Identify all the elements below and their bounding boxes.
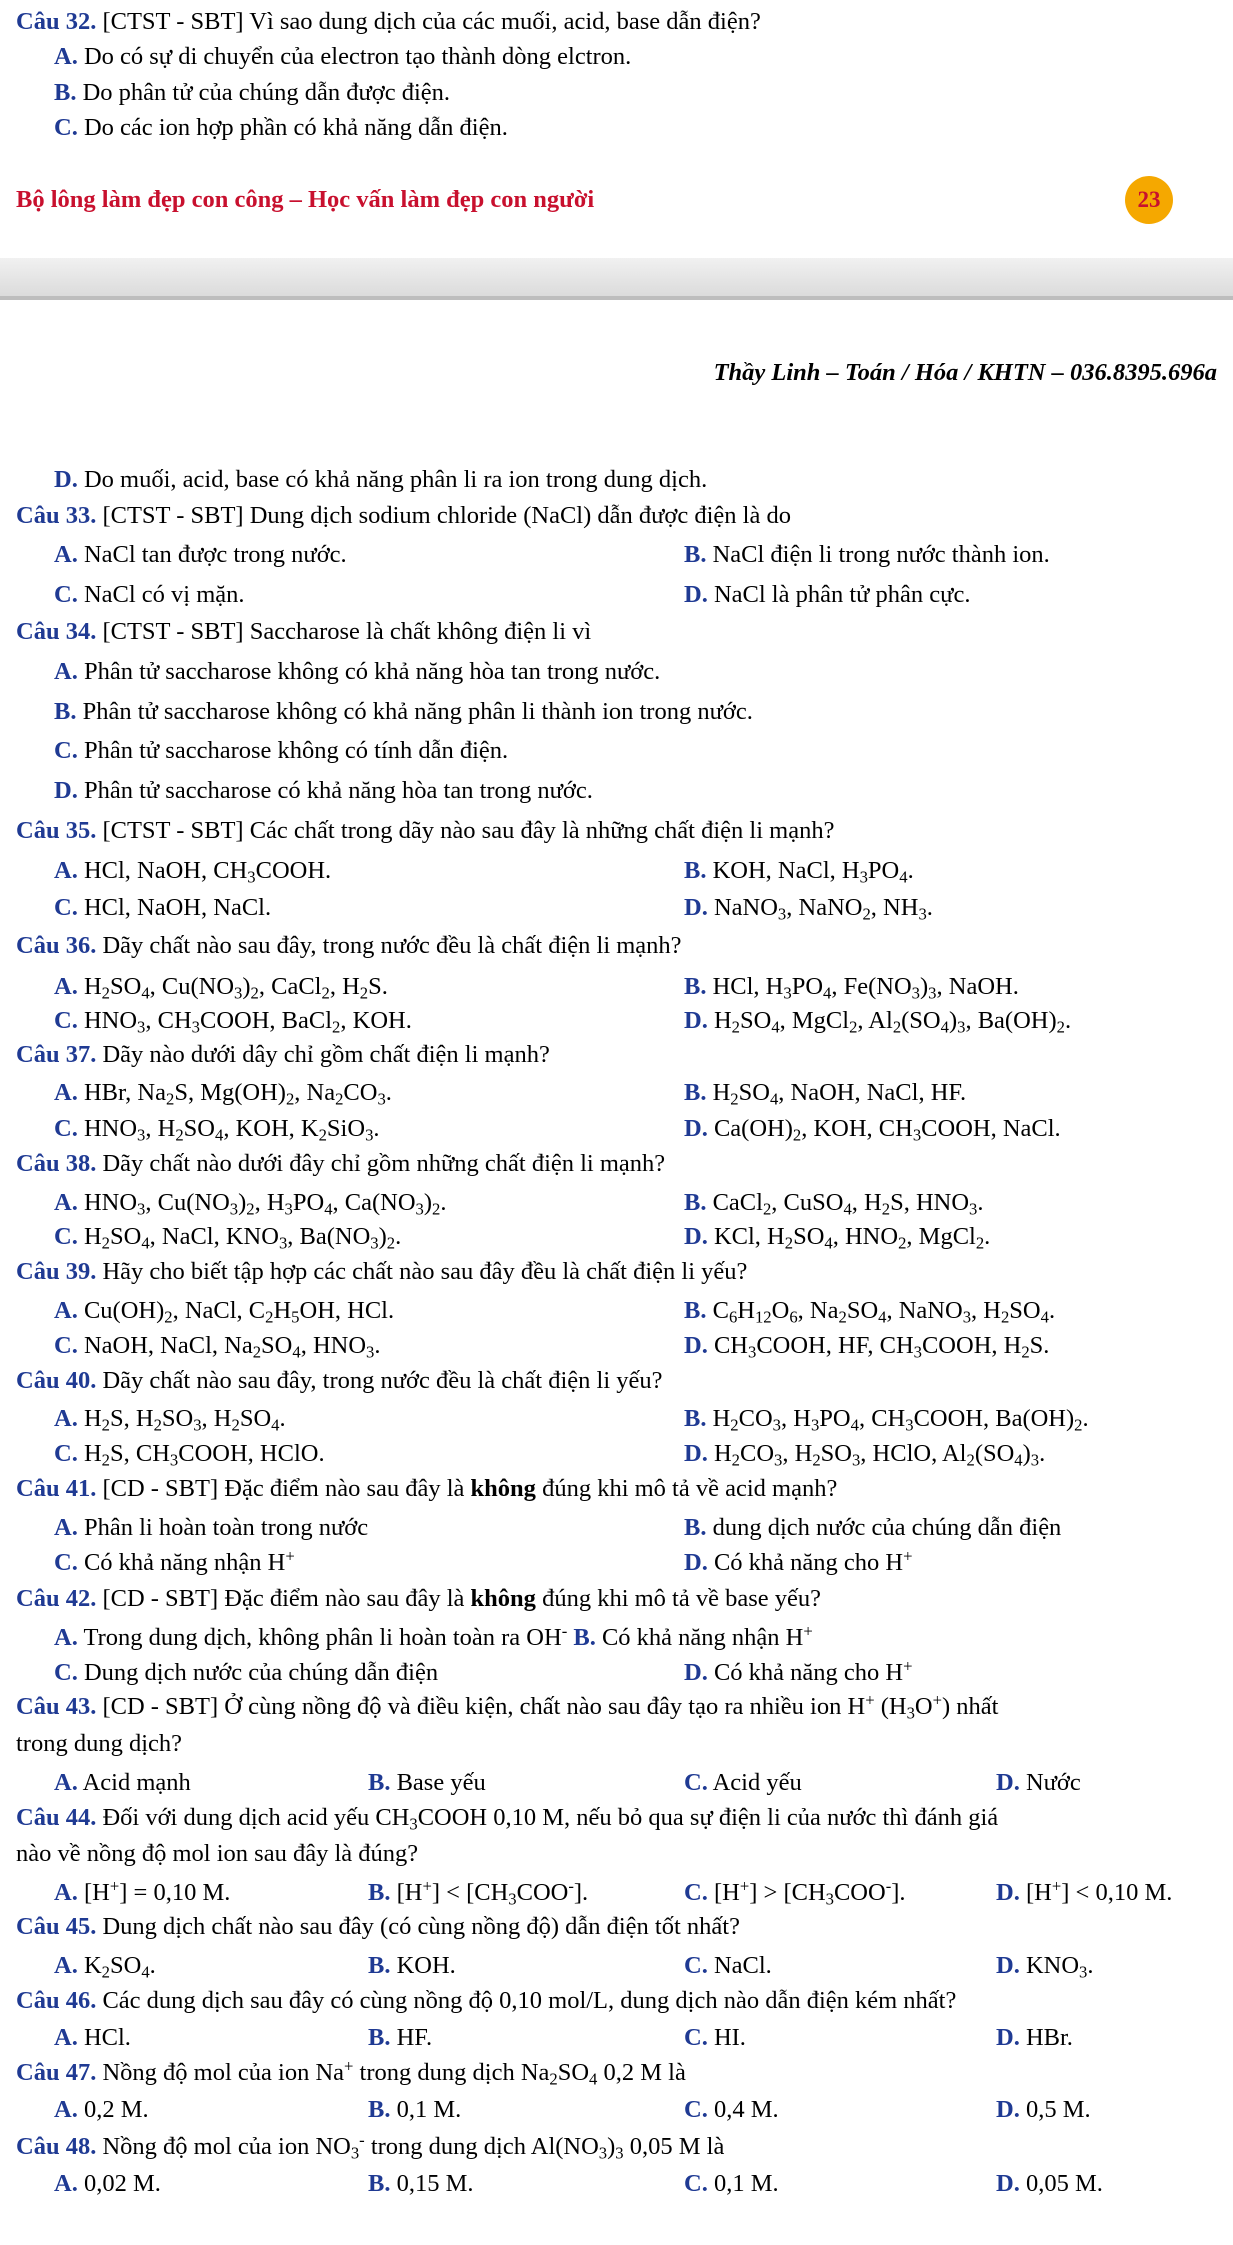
option-a: A. Do có sự di chuyển của electron tạo thành dòng elctron. bbox=[54, 43, 632, 70]
question-37: Câu 37. Dãy nào dưới dây chỉ gồm chất điện li mạnh? bbox=[16, 1041, 550, 1068]
question-43: Câu 43. [CD - SBT] Ở cùng nồng độ và điều kiện, chất nào sau đây tạo ra nhiều ion H+ $(H_3O^+)$ nhất bbox=[16, 1690, 999, 1723]
options-row: A. $H_2S$, $H_2SO_3$, $H_2SO_4$. B. $H_2CO_3$, $H_3PO_4$, $CH_3COOH$, $Ba(OH)_2$. bbox=[54, 1405, 1089, 1435]
option-d: D. Do muối, acid, base có khả năng phân li ra ion trong dung dịch. bbox=[54, 466, 708, 493]
options-row: C. $HNO_3$, $CH_3COOH$, BaCl$_2$, KOH. D. $H_2SO_4$, MgCl$_2$, $Al_2(SO_4)_3$, $Ba(OH)_2$. bbox=[54, 1007, 1072, 1037]
page-gap bbox=[0, 258, 1233, 298]
options-row: A. HBr, $Na_2S$, $Mg(OH)_2$, $Na_2CO_3$. B. $H_2SO_4$, NaOH, NaCl, HF. bbox=[54, 1079, 967, 1109]
options-row: A. Phân li hoàn toàn trong nước B. dung dịch nước của chúng dẫn điện bbox=[54, 1514, 1062, 1541]
options-row: A. [H+] = 0,10 M. B. $[H^+] < [CH_3COO^-]$. C. $[H^+] > [CH_3COO^-]$. D. [H+] < 0,10 M. bbox=[54, 1876, 1173, 1909]
question-45: Câu 45. Dung dịch chất nào sau đây (có cùng nồng độ) dẫn điện tốt nhất? bbox=[16, 1913, 740, 1940]
options-row: C. $H_2SO_4$, NaCl, $KNO_3$, $Ba(NO_3)_2$. D. KCl, $H_2SO_4$, $HNO_2$, MgCl$_2$. bbox=[54, 1223, 991, 1253]
question-34: Câu 34. [CTST - SBT] Saccharose là chất không điện li vì bbox=[16, 618, 592, 645]
question-36: Câu 36. Dãy chất nào sau đây, trong nước đều là chất điện li mạnh? bbox=[16, 932, 682, 959]
question-35: Câu 35. [CTST - SBT] Các chất trong dãy nào sau đây là những chất điện li mạnh? bbox=[16, 817, 835, 844]
question-43-cont: trong dung dịch? bbox=[16, 1730, 183, 1757]
page-number-badge: 23 bbox=[1125, 176, 1173, 224]
question-41: Câu 41. [CD - SBT] Đặc điểm nào sau đây là không đúng khi mô tả về acid mạnh? bbox=[16, 1475, 838, 1502]
options-row: C. HCl, NaOH, NaCl. D. NaNO$_3$, NaNO$_2$, $NH_3$. bbox=[54, 894, 933, 924]
question-44-cont: nào về nồng độ mol ion sau đây là đúng? bbox=[16, 1840, 419, 1867]
question-46: Câu 46. Các dung dịch sau đây có cùng nồng độ 0,10 mol/L, dung dịch nào dẫn điện kém nhất? bbox=[16, 1987, 957, 2014]
question-38: Câu 38. Dãy chất nào dưới đây chỉ gồm những chất điện li mạnh? bbox=[16, 1150, 666, 1177]
options-row: A. $H_2SO_4$, $Cu(NO_3)_2$, CaCl$_2$, $H_2S$. B. HCl, $H_3PO_4$, $Fe(NO_3)_3$, NaOH. bbox=[54, 973, 1019, 1003]
options-row: A. Acid mạnh B. Base yếu C. Acid yếu D. Nước bbox=[54, 1769, 1081, 1796]
question-39: Câu 39. Hãy cho biết tập hợp các chất nào sau đây đều là chất điện li yếu? bbox=[16, 1258, 748, 1285]
options-row: A. HCl. B. HF. C. HI. D. HBr. bbox=[54, 2024, 1073, 2051]
options-row: C. NaCl có vị mặn. D. NaCl là phân tử phân cực. bbox=[54, 581, 971, 608]
options-row: A. NaCl tan được trong nước. B. NaCl điện li trong nước thành ion. bbox=[54, 541, 1050, 568]
option-c: C. Do các ion hợp phần có khả năng dẫn điện. bbox=[54, 114, 508, 141]
options-row: A. $Cu(OH)_2$, NaCl, $C_2H_5OH$, HCl. B. $C_6H_{12}O_6$, $Na_2SO_4$, NaNO$_3$, $H_2SO_4$. bbox=[54, 1297, 1056, 1327]
question-32: Câu 32. [CTST - SBT] Vì sao dung dịch của các muối, acid, base dẫn điện? bbox=[16, 8, 761, 35]
page-divider bbox=[0, 296, 1233, 300]
option-c: C. Phân tử saccharose không có tính dẫn điện. bbox=[54, 737, 509, 764]
options-row: C. Dung dịch nước của chúng dẫn điện D. Có khả năng cho H+ bbox=[54, 1656, 913, 1686]
footer-title: Bộ lông làm đẹp con công – Học vấn làm đẹp con người bbox=[16, 186, 595, 213]
options-row: A. $HNO_3$, $Cu(NO_3)_2$, $H_3PO_4$, $Ca(NO_3)_2$. B. CaCl$_2$, CuSO$_4$, $H_2S$, $HNO_3$. bbox=[54, 1189, 984, 1219]
options-row: A. $K_2SO_4$. B. KOH. C. NaCl. D. $KNO_3$. bbox=[54, 1952, 1094, 1982]
option-d: D. Phân tử saccharose có khả năng hòa tan trong nước. bbox=[54, 777, 593, 804]
options-row: C. $H_2S$, $CH_3COOH$, HClO. D. $H_2CO_3$, $H_2SO_3$, HClO, $Al_2(SO_4)_3$. bbox=[54, 1440, 1046, 1470]
options-row: A. 0,02 M. B. 0,15 M. C. 0,1 M. D. 0,05 M. bbox=[54, 2170, 1103, 2197]
options-row: A. 0,2 M. B. 0,1 M. C. 0,4 M. D. 0,5 M. bbox=[54, 2096, 1091, 2123]
options-row: C. $HNO_3$, $H_2SO_4$, KOH, $K_2SiO_3$. D. $Ca(OH)_2$, KOH, $CH_3COOH$, NaCl. bbox=[54, 1115, 1061, 1145]
question-40: Câu 40. Dãy chất nào sau đây, trong nước đều là chất điện li yếu? bbox=[16, 1367, 663, 1394]
options-row: C. Có khả năng nhận H+ D. Có khả năng cho H+ bbox=[54, 1546, 913, 1576]
option-a: A. Phân tử saccharose không có khả năng hòa tan trong nước. bbox=[54, 658, 661, 685]
question-44: Câu 44. Đối với dung dịch acid yếu $CH_3COOH$ 0,10 M, nếu bỏ qua sự điện li của nước thì đánh giá bbox=[16, 1804, 999, 1834]
question-48: Câu 48. Nồng độ mol của ion $NO_3^-$ trong dung dịch $Al(NO_3)_3$ 0,05 M là bbox=[16, 2130, 725, 2163]
options-row: C. NaOH, NaCl, $Na_2SO_4$, $HNO_3$. D. $CH_3COOH$, HF, $CH_3COOH$, $H_2S$. bbox=[54, 1332, 1050, 1362]
question-33: Câu 33. [CTST - SBT] Dung dịch sodium chloride (NaCl) dẫn được điện là do bbox=[16, 502, 791, 529]
question-42: Câu 42. [CD - SBT] Đặc điểm nào sau đây là không đúng khi mô tả về base yếu? bbox=[16, 1585, 822, 1612]
options-row: A. Trong dung dịch, không phân li hoàn toàn ra OH- B. Có khả năng nhận H+ bbox=[54, 1621, 813, 1651]
question-47: Câu 47. Nồng độ mol của ion Na+ trong dung dịch $Na_2SO_4$ 0,2 M là bbox=[16, 2056, 686, 2089]
options-row: A. HCl, NaOH, $CH_3COOH$. B. KOH, NaCl, $H_3PO_4$. bbox=[54, 857, 914, 887]
page-header: Thầy Linh – Toán / Hóa / KHTN – 036.8395.696a bbox=[713, 359, 1217, 386]
option-b: B. Do phân tử của chúng dẫn được điện. bbox=[54, 79, 451, 106]
option-b: B. Phân tử saccharose không có khả năng phân li thành ion trong nước. bbox=[54, 698, 753, 725]
